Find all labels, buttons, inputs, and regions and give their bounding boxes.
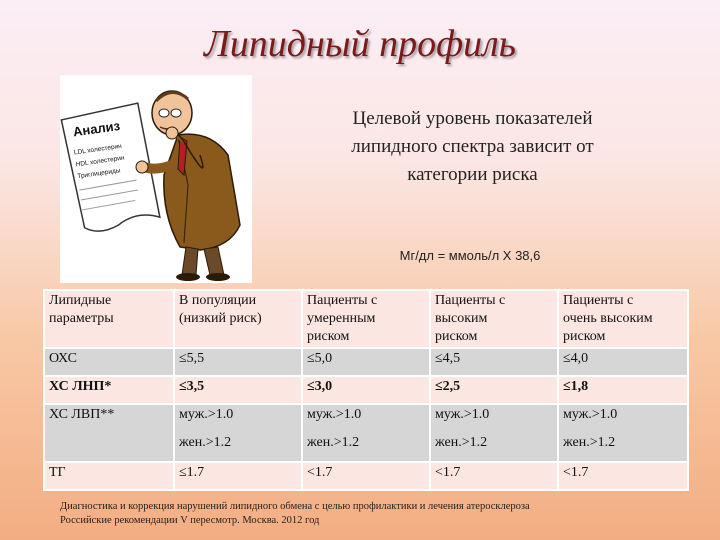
doctor-reading-analysis-illustration [60, 75, 252, 283]
value-cell: ≤5,0 [302, 348, 430, 376]
intro-text [290, 105, 655, 189]
table-row [44, 462, 688, 490]
header-cell-high-risk: Пациенты с высоким риском [430, 290, 558, 348]
paper-line: Триглицериды [76, 167, 121, 181]
value-cell: ≤4,0 [558, 348, 688, 376]
value-cell: <1.7 [558, 462, 688, 490]
param-cell: ХС ЛНП* [44, 376, 174, 404]
footnote-line: Российские рекомендации V пересмотр. Москва. 2012 год [60, 515, 320, 526]
header-cell-very-high-risk: Пациенты с очень высоким риском [558, 290, 688, 348]
header-cell-population: В популяции (низкий риск) [174, 290, 302, 348]
value-cell: муж.>1.0 жен.>1.2 [558, 404, 688, 462]
table-row [44, 376, 688, 404]
value-cell: ≤4,5 [430, 348, 558, 376]
value-cell: муж.>1.0 жен.>1.2 [430, 404, 558, 462]
source-footnote [60, 500, 680, 528]
paper-line: HDL холестерин [75, 154, 125, 169]
value-cell: ≤1,8 [558, 376, 688, 404]
value-cell: ≤3,0 [302, 376, 430, 404]
header-cell-parameters: Липидные параметры [44, 290, 174, 348]
footnote-line: Диагностика и коррекция нарушений липидного обмена с целью профилактики и лечения атеросклероза [60, 501, 530, 512]
intro-line: категории риска [407, 164, 538, 185]
param-cell: ТГ [44, 462, 174, 490]
paper-line: LDL холестерин [73, 142, 123, 157]
value-cell: муж.>1.0 жен.>1.2 [302, 404, 430, 462]
header-cell-moderate-risk: Пациенты с умеренным риском [302, 290, 430, 348]
intro-line: липидного спектра зависит от [351, 136, 594, 157]
paper-title: Анализ [72, 117, 121, 140]
param-cell: ХС ЛВП** [44, 404, 174, 462]
table-row [44, 404, 688, 462]
intro-line: Целевой уровень показателей [352, 108, 593, 129]
value-cell: муж.>1.0 жен.>1.2 [174, 404, 302, 462]
value-cell: <1.7 [302, 462, 430, 490]
value-cell: ≤3,5 [174, 376, 302, 404]
value-cell: ≤1.7 [174, 462, 302, 490]
units-conversion: Мг/дл = ммоль/л Х 38,6 [399, 248, 541, 263]
param-cell: ОХС [44, 348, 174, 376]
table-row [44, 348, 688, 376]
value-cell: <1.7 [430, 462, 558, 490]
table-header-row [44, 290, 688, 348]
value-cell: ≤5,5 [174, 348, 302, 376]
page-title: Липидный профиль [204, 23, 516, 65]
value-cell: ≤2,5 [430, 376, 558, 404]
lipid-target-table [43, 289, 689, 491]
